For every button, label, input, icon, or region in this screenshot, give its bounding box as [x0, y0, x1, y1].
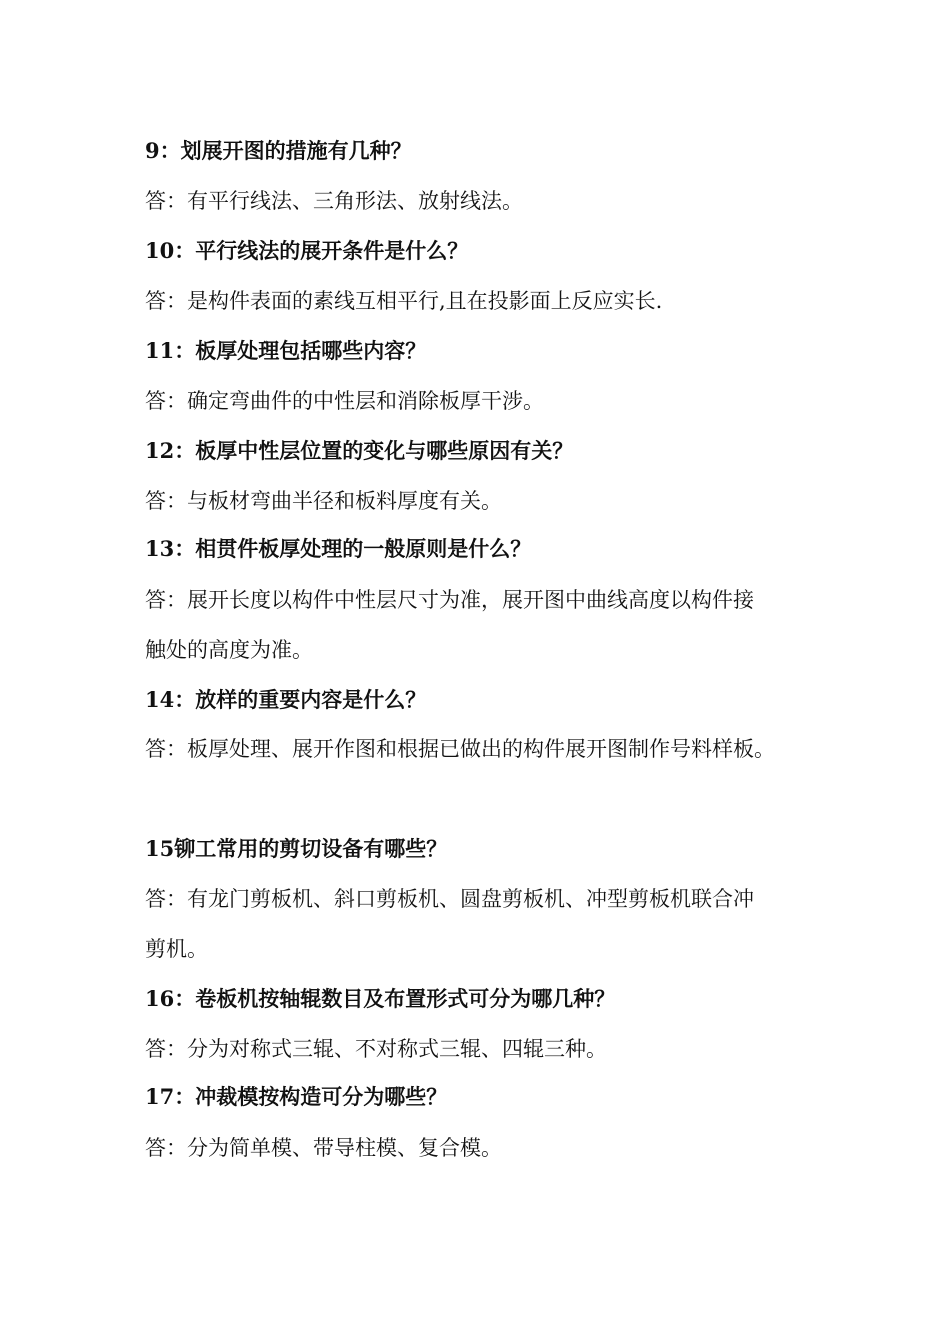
answer-13-line-1: 答：展开长度以构件中性层尺寸为准，展开图中曲线高度以构件接 [145, 588, 754, 612]
answer-14: 答：板厚处理、展开作图和根据已做出的构件展开图制作号料样板。 [145, 737, 775, 761]
answer-17: 答：分为简单模、带导柱模、复合模。 [145, 1136, 502, 1160]
question-10: 10：平行线法的展开条件是什么？ [145, 238, 469, 263]
answer-15-line-1: 答：有龙门剪板机、斜口剪板机、圆盘剪板机、冲型剪板机联合冲 [145, 887, 754, 911]
question-12: 12：板厚中性层位置的变化与哪些原因有关？ [145, 438, 574, 463]
question-16: 16：卷板机按轴辊数目及布置形式可分为哪几种？ [145, 986, 616, 1011]
answer-10: 答：是构件表面的素线互相平行,且在投影面上反应实长. [145, 289, 663, 313]
question-14: 14：放样的重要内容是什么？ [145, 687, 427, 712]
answer-9: 答：有平行线法、三角形法、放射线法。 [145, 189, 523, 213]
answer-12: 答：与板材弯曲半径和板料厚度有关。 [145, 489, 502, 513]
answer-13-line-2: 触处的高度为准。 [145, 638, 313, 662]
question-17: 17：冲裁模按构造可分为哪些？ [145, 1084, 448, 1109]
answer-15-line-2: 剪机。 [145, 937, 208, 961]
question-13: 13：相贯件板厚处理的一般原则是什么？ [145, 536, 532, 561]
answer-11: 答：确定弯曲件的中性层和消除板厚干涉。 [145, 389, 544, 413]
question-15: 15铆工常用的剪切设备有哪些？ [145, 836, 448, 861]
answer-16: 答：分为对称式三辊、不对称式三辊、四辊三种。 [145, 1037, 607, 1061]
question-11: 11：板厚处理包括哪些内容？ [145, 338, 427, 363]
question-9: 9：划展开图的措施有几种？ [145, 138, 412, 163]
